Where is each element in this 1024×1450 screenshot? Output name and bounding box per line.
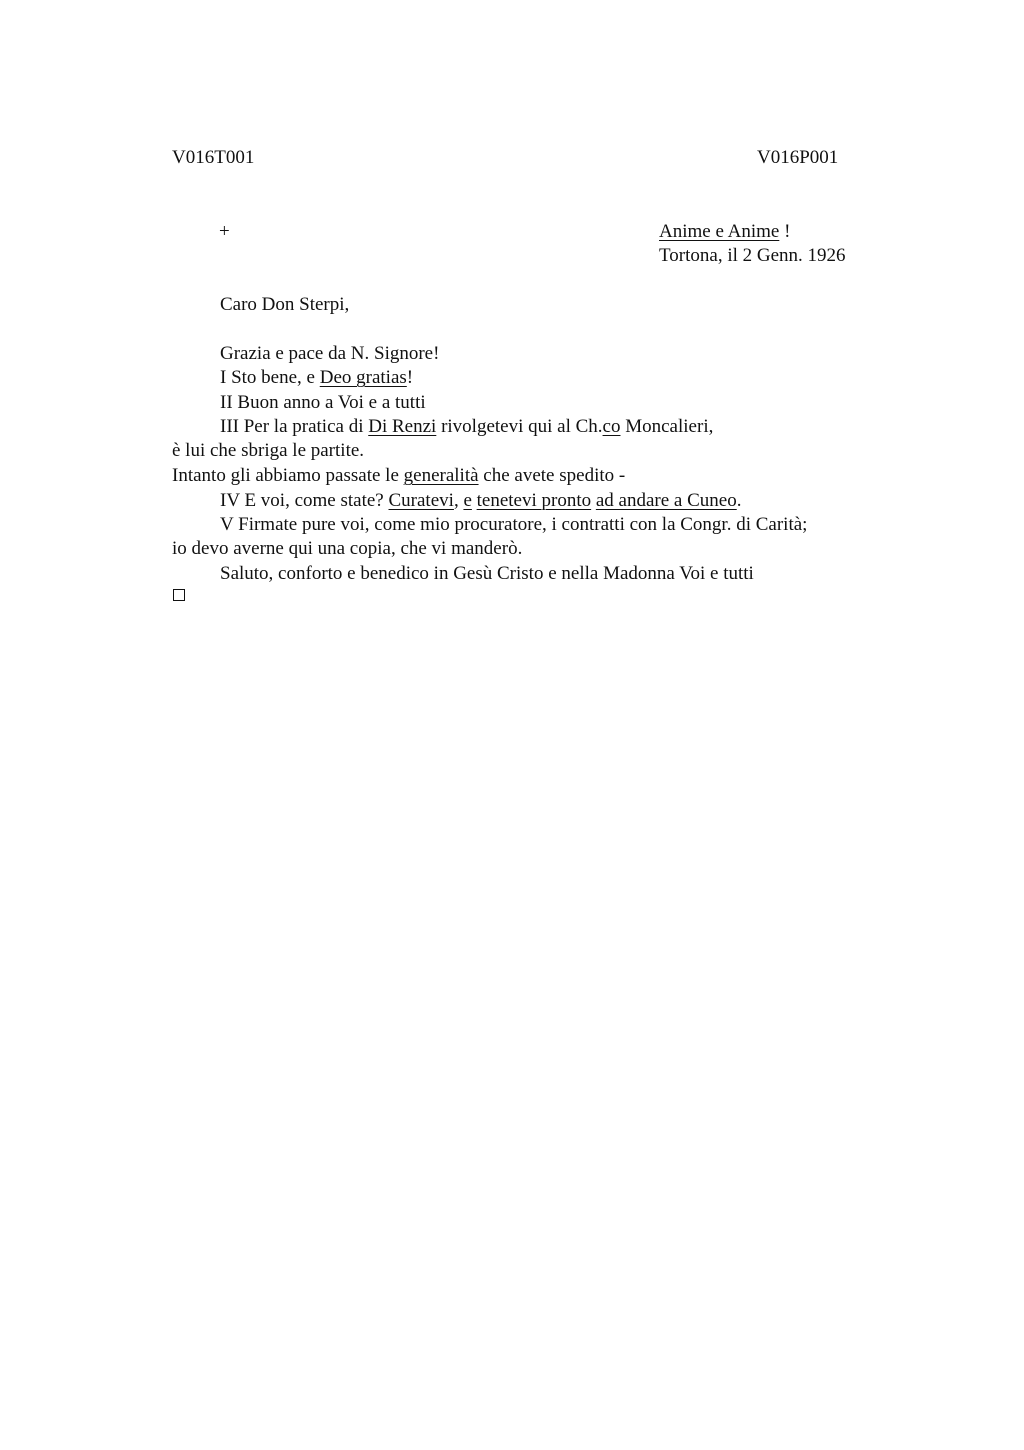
cross-mark: + [219, 221, 230, 242]
salutation: Caro Don Sterpi, [220, 294, 350, 315]
underlined-text: ad andare a Cuneo [595, 490, 737, 511]
text-segment: che avete spedito - [478, 465, 626, 486]
underlined-text: Deo gratias [319, 367, 407, 388]
text-segment: I Sto bene, e [220, 367, 320, 388]
greeting-line: Grazia e pace da N. Signore! [220, 343, 440, 364]
text-segment: III Per la pratica di [220, 416, 369, 437]
motto-text: Anime e Anime [659, 221, 780, 242]
motto [659, 220, 790, 244]
underlined-text: e [463, 490, 472, 511]
checkbox-square-icon [173, 589, 185, 601]
text-segment: rivolgetevi qui al Ch. [436, 416, 603, 437]
document-code-left: V016T001 [172, 147, 255, 168]
text-line-1 [220, 366, 413, 390]
underlined-text: co [602, 416, 621, 437]
underlined-text: tenetevi pronto [476, 490, 592, 511]
text-line-2: II Buon anno a Voi e a tutti [220, 392, 426, 413]
motto-exclamation: ! [779, 221, 791, 242]
text-line-7: V Firmate pure voi, come mio procuratore, i contratti con la Congr. di Carità; [220, 514, 808, 535]
underlined-text: Di Renzi [368, 416, 437, 437]
text-line-3 [220, 415, 713, 439]
text-segment: Moncalieri, [620, 416, 714, 437]
text-line-8: io devo averne qui una copia, che vi manderò. [172, 538, 523, 559]
text-segment: , [453, 490, 464, 511]
text-segment: Intanto gli abbiamo passate le [172, 465, 404, 486]
text-line-9: Saluto, conforto e benedico in Gesù Cristo e nella Madonna Voi e tutti [220, 563, 754, 584]
underlined-text: generalità [403, 465, 479, 486]
text-segment: IV E voi, come state? [220, 490, 389, 511]
place-date: Tortona, il 2 Genn. 1926 [659, 245, 846, 266]
underlined-text: Curatevi [388, 490, 454, 511]
text-line-5 [172, 464, 625, 488]
text-segment: ! [406, 367, 414, 388]
text-line-6 [220, 489, 741, 513]
document-code-right: V016P001 [757, 147, 839, 168]
text-segment: . [736, 490, 742, 511]
text-line-4: è lui che sbriga le partite. [172, 440, 365, 461]
